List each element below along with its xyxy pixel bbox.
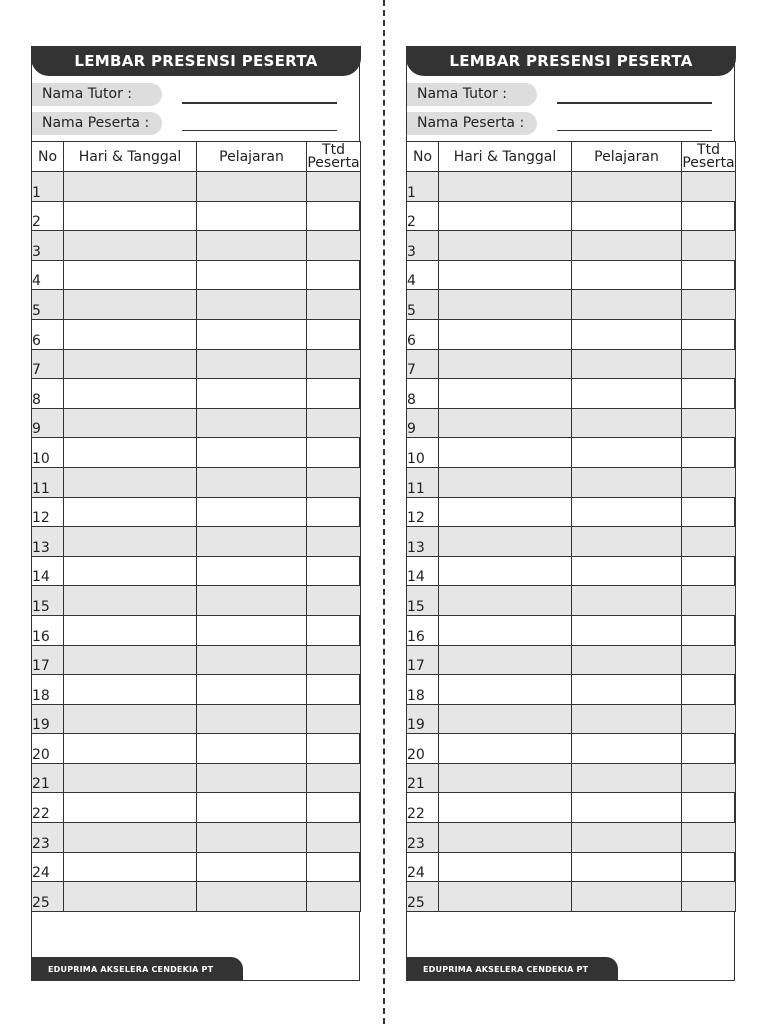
cut-line xyxy=(383,0,385,1024)
date-cell[interactable] xyxy=(439,319,572,349)
subject-cell[interactable] xyxy=(572,645,682,675)
table-row xyxy=(407,319,736,349)
table-row xyxy=(407,497,736,527)
table-row xyxy=(407,349,736,379)
signature-cell[interactable] xyxy=(307,852,361,882)
date-cell[interactable] xyxy=(439,467,572,497)
subject-cell[interactable] xyxy=(572,467,682,497)
date-cell[interactable] xyxy=(439,882,572,912)
signature-cell[interactable] xyxy=(682,290,736,320)
subject-cell[interactable] xyxy=(197,675,307,705)
subject-cell[interactable] xyxy=(197,497,307,527)
table-row xyxy=(407,408,736,438)
row-number: 1 xyxy=(407,172,439,202)
table-row xyxy=(32,290,361,320)
table-row xyxy=(32,586,361,616)
attendance-table xyxy=(406,141,736,912)
subject-cell[interactable] xyxy=(572,586,682,616)
date-cell[interactable] xyxy=(64,823,197,853)
date-cell[interactable] xyxy=(439,675,572,705)
table-row xyxy=(407,290,736,320)
participant-name-label: Nama Peserta : xyxy=(32,112,162,135)
signature-cell[interactable] xyxy=(682,172,736,202)
tutor-name-label: Nama Tutor : xyxy=(32,83,162,106)
row-number: 15 xyxy=(407,586,439,616)
signature-cell[interactable] xyxy=(682,438,736,468)
subject-cell[interactable] xyxy=(197,260,307,290)
row-number: 20 xyxy=(32,734,64,764)
row-number: 16 xyxy=(407,615,439,645)
signature-cell[interactable] xyxy=(682,882,736,912)
signature-cell[interactable] xyxy=(682,408,736,438)
subject-cell[interactable] xyxy=(197,467,307,497)
tutor-name-line[interactable] xyxy=(557,102,712,104)
subject-cell[interactable] xyxy=(197,793,307,823)
attendance-sheet-right xyxy=(406,46,735,981)
subject-cell[interactable] xyxy=(572,201,682,231)
subject-cell[interactable] xyxy=(572,556,682,586)
subject-cell[interactable] xyxy=(572,823,682,853)
row-number: 11 xyxy=(407,467,439,497)
row-number: 9 xyxy=(407,408,439,438)
signature-cell[interactable] xyxy=(307,882,361,912)
table-row xyxy=(32,734,361,764)
date-cell[interactable] xyxy=(64,408,197,438)
date-cell[interactable] xyxy=(439,231,572,261)
date-cell[interactable] xyxy=(64,467,197,497)
subject-cell[interactable] xyxy=(197,645,307,675)
date-cell[interactable] xyxy=(64,882,197,912)
row-number: 8 xyxy=(32,379,64,409)
col-date-header: Hari & Tanggal xyxy=(64,142,197,172)
table-row xyxy=(32,497,361,527)
table-row xyxy=(32,319,361,349)
signature-cell[interactable] xyxy=(307,319,361,349)
subject-cell[interactable] xyxy=(197,734,307,764)
table-row xyxy=(32,556,361,586)
table-row xyxy=(407,793,736,823)
table-row xyxy=(407,231,736,261)
table-row xyxy=(407,704,736,734)
row-number: 21 xyxy=(407,763,439,793)
subject-cell[interactable] xyxy=(197,290,307,320)
subject-cell[interactable] xyxy=(572,615,682,645)
signature-cell[interactable] xyxy=(307,349,361,379)
table-header xyxy=(32,142,361,172)
row-number: 22 xyxy=(407,793,439,823)
row-number: 4 xyxy=(32,260,64,290)
subject-cell[interactable] xyxy=(197,823,307,853)
signature-cell[interactable] xyxy=(682,201,736,231)
signature-cell[interactable] xyxy=(682,349,736,379)
table-row xyxy=(32,201,361,231)
table-row xyxy=(32,408,361,438)
date-cell[interactable] xyxy=(439,290,572,320)
signature-cell[interactable] xyxy=(682,260,736,290)
subject-cell[interactable] xyxy=(572,734,682,764)
date-cell[interactable] xyxy=(64,793,197,823)
subject-cell[interactable] xyxy=(197,615,307,645)
table-row xyxy=(407,438,736,468)
subject-cell[interactable] xyxy=(197,172,307,202)
date-cell[interactable] xyxy=(439,704,572,734)
signature-cell[interactable] xyxy=(682,527,736,557)
signature-cell[interactable] xyxy=(682,763,736,793)
table-row xyxy=(407,260,736,290)
date-cell[interactable] xyxy=(64,497,197,527)
date-cell[interactable] xyxy=(64,290,197,320)
table-row xyxy=(407,467,736,497)
signature-cell[interactable] xyxy=(307,290,361,320)
date-cell[interactable] xyxy=(439,438,572,468)
table-row xyxy=(32,763,361,793)
table-row xyxy=(32,645,361,675)
subject-cell[interactable] xyxy=(197,319,307,349)
row-number: 1 xyxy=(32,172,64,202)
table-header xyxy=(407,142,736,172)
row-number: 19 xyxy=(407,704,439,734)
row-number: 23 xyxy=(32,823,64,853)
col-subject-header: Pelajaran xyxy=(197,142,307,172)
row-number: 24 xyxy=(407,852,439,882)
date-cell[interactable] xyxy=(439,260,572,290)
signature-cell[interactable] xyxy=(682,675,736,705)
subject-cell[interactable] xyxy=(197,201,307,231)
date-cell[interactable] xyxy=(64,675,197,705)
signature-cell[interactable] xyxy=(682,556,736,586)
signature-cell[interactable] xyxy=(682,319,736,349)
row-number: 10 xyxy=(407,438,439,468)
participant-name-line[interactable] xyxy=(182,130,337,131)
tutor-name-label: Nama Tutor : xyxy=(407,83,537,106)
subject-cell[interactable] xyxy=(572,852,682,882)
row-number: 12 xyxy=(32,497,64,527)
col-signature-header: Ttd Peserta xyxy=(307,141,360,171)
row-number: 24 xyxy=(32,852,64,882)
date-cell[interactable] xyxy=(64,704,197,734)
signature-cell[interactable] xyxy=(307,675,361,705)
signature-cell[interactable] xyxy=(307,260,361,290)
date-cell[interactable] xyxy=(439,408,572,438)
date-cell[interactable] xyxy=(439,734,572,764)
signature-cell[interactable] xyxy=(307,438,361,468)
row-number: 6 xyxy=(407,319,439,349)
row-number: 5 xyxy=(407,290,439,320)
date-cell[interactable] xyxy=(64,438,197,468)
subject-cell[interactable] xyxy=(572,497,682,527)
signature-cell[interactable] xyxy=(307,172,361,202)
row-number: 5 xyxy=(32,290,64,320)
table-row xyxy=(407,763,736,793)
row-number: 2 xyxy=(32,201,64,231)
row-number: 2 xyxy=(407,201,439,231)
signature-cell[interactable] xyxy=(682,497,736,527)
table-row xyxy=(32,260,361,290)
subject-cell[interactable] xyxy=(572,290,682,320)
table-row xyxy=(407,201,736,231)
date-cell[interactable] xyxy=(64,852,197,882)
row-number: 18 xyxy=(407,675,439,705)
signature-cell[interactable] xyxy=(682,852,736,882)
col-no-header: No xyxy=(407,142,439,172)
subject-cell[interactable] xyxy=(572,675,682,705)
table-row xyxy=(32,467,361,497)
date-cell[interactable] xyxy=(64,172,197,202)
date-cell[interactable] xyxy=(439,763,572,793)
date-cell[interactable] xyxy=(64,615,197,645)
subject-cell[interactable] xyxy=(572,408,682,438)
signature-cell[interactable] xyxy=(682,379,736,409)
date-cell[interactable] xyxy=(64,556,197,586)
col-signature-header: Ttd Peserta xyxy=(682,141,735,171)
date-cell[interactable] xyxy=(439,556,572,586)
row-number: 20 xyxy=(407,734,439,764)
table-row xyxy=(407,379,736,409)
signature-cell[interactable] xyxy=(682,467,736,497)
table-row xyxy=(407,586,736,616)
attendance-table xyxy=(31,141,361,912)
table-row xyxy=(32,349,361,379)
table-row xyxy=(32,675,361,705)
date-cell[interactable] xyxy=(64,586,197,616)
table-row xyxy=(32,379,361,409)
table-row xyxy=(407,882,736,912)
subject-cell[interactable] xyxy=(572,793,682,823)
subject-cell[interactable] xyxy=(572,527,682,557)
date-cell[interactable] xyxy=(439,645,572,675)
signature-cell[interactable] xyxy=(307,645,361,675)
signature-cell[interactable] xyxy=(307,734,361,764)
subject-cell[interactable] xyxy=(572,379,682,409)
table-row xyxy=(407,527,736,557)
signature-cell[interactable] xyxy=(682,793,736,823)
signature-cell[interactable] xyxy=(307,527,361,557)
subject-cell[interactable] xyxy=(572,438,682,468)
subject-cell[interactable] xyxy=(197,349,307,379)
signature-cell[interactable] xyxy=(307,793,361,823)
signature-cell[interactable] xyxy=(307,497,361,527)
row-number: 25 xyxy=(32,882,64,912)
col-date-header: Hari & Tanggal xyxy=(439,142,572,172)
subject-cell[interactable] xyxy=(197,379,307,409)
date-cell[interactable] xyxy=(439,201,572,231)
signature-cell[interactable] xyxy=(307,408,361,438)
table-row xyxy=(32,793,361,823)
subject-cell[interactable] xyxy=(197,231,307,261)
row-number: 4 xyxy=(407,260,439,290)
col-subject-header: Pelajaran xyxy=(572,142,682,172)
date-cell[interactable] xyxy=(64,349,197,379)
table-row xyxy=(32,527,361,557)
subject-cell[interactable] xyxy=(197,852,307,882)
signature-cell[interactable] xyxy=(307,201,361,231)
row-number: 12 xyxy=(407,497,439,527)
table-row xyxy=(32,852,361,882)
table-row xyxy=(32,438,361,468)
subject-cell[interactable] xyxy=(197,408,307,438)
date-cell[interactable] xyxy=(64,260,197,290)
subject-cell[interactable] xyxy=(572,349,682,379)
row-number: 18 xyxy=(32,675,64,705)
signature-cell[interactable] xyxy=(682,231,736,261)
table-row xyxy=(32,704,361,734)
row-number: 10 xyxy=(32,438,64,468)
sheet-title: LEMBAR PRESENSI PESERTA xyxy=(406,46,736,76)
signature-cell[interactable] xyxy=(682,734,736,764)
signature-cell[interactable] xyxy=(307,763,361,793)
date-cell[interactable] xyxy=(64,645,197,675)
table-row xyxy=(407,645,736,675)
signature-cell[interactable] xyxy=(682,615,736,645)
row-number: 17 xyxy=(407,645,439,675)
signature-cell[interactable] xyxy=(682,586,736,616)
subject-cell[interactable] xyxy=(197,704,307,734)
date-cell[interactable] xyxy=(439,527,572,557)
date-cell[interactable] xyxy=(439,349,572,379)
date-cell[interactable] xyxy=(439,823,572,853)
date-cell[interactable] xyxy=(439,793,572,823)
row-number: 15 xyxy=(32,586,64,616)
subject-cell[interactable] xyxy=(572,319,682,349)
signature-cell[interactable] xyxy=(307,615,361,645)
signature-cell[interactable] xyxy=(682,823,736,853)
table-row xyxy=(407,823,736,853)
table-row xyxy=(407,734,736,764)
row-number: 22 xyxy=(32,793,64,823)
date-cell[interactable] xyxy=(439,172,572,202)
row-number: 23 xyxy=(407,823,439,853)
date-cell[interactable] xyxy=(439,852,572,882)
table-row xyxy=(32,823,361,853)
signature-cell[interactable] xyxy=(682,645,736,675)
subject-cell[interactable] xyxy=(572,704,682,734)
participant-name-label: Nama Peserta : xyxy=(407,112,537,135)
table-row xyxy=(407,675,736,705)
row-number: 9 xyxy=(32,408,64,438)
subject-cell[interactable] xyxy=(197,763,307,793)
signature-cell[interactable] xyxy=(307,586,361,616)
signature-cell[interactable] xyxy=(307,379,361,409)
table-row xyxy=(32,615,361,645)
subject-cell[interactable] xyxy=(572,882,682,912)
signature-cell[interactable] xyxy=(307,823,361,853)
table-row xyxy=(407,172,736,202)
signature-cell[interactable] xyxy=(307,467,361,497)
row-number: 7 xyxy=(32,349,64,379)
tutor-name-line[interactable] xyxy=(182,102,337,104)
col-no-header: No xyxy=(32,142,64,172)
row-number: 8 xyxy=(407,379,439,409)
subject-cell[interactable] xyxy=(197,882,307,912)
signature-cell[interactable] xyxy=(307,704,361,734)
table-row xyxy=(407,852,736,882)
date-cell[interactable] xyxy=(439,379,572,409)
table-row xyxy=(32,231,361,261)
date-cell[interactable] xyxy=(64,734,197,764)
table-row xyxy=(32,882,361,912)
signature-cell[interactable] xyxy=(682,704,736,734)
date-cell[interactable] xyxy=(439,497,572,527)
row-number: 14 xyxy=(32,556,64,586)
row-number: 11 xyxy=(32,467,64,497)
date-cell[interactable] xyxy=(64,201,197,231)
row-number: 21 xyxy=(32,763,64,793)
date-cell[interactable] xyxy=(439,615,572,645)
date-cell[interactable] xyxy=(64,231,197,261)
date-cell[interactable] xyxy=(439,586,572,616)
row-number: 14 xyxy=(407,556,439,586)
sheet-title: LEMBAR PRESENSI PESERTA xyxy=(31,46,361,76)
subject-cell[interactable] xyxy=(572,231,682,261)
table-row xyxy=(407,556,736,586)
participant-name-line[interactable] xyxy=(557,130,712,131)
signature-cell[interactable] xyxy=(307,231,361,261)
row-number: 19 xyxy=(32,704,64,734)
subject-cell[interactable] xyxy=(572,172,682,202)
row-number: 25 xyxy=(407,882,439,912)
table-row xyxy=(32,172,361,202)
row-number: 3 xyxy=(407,231,439,261)
date-cell[interactable] xyxy=(64,527,197,557)
date-cell[interactable] xyxy=(64,763,197,793)
attendance-sheet-left xyxy=(31,46,360,981)
subject-cell[interactable] xyxy=(197,556,307,586)
subject-cell[interactable] xyxy=(572,260,682,290)
subject-cell[interactable] xyxy=(197,438,307,468)
company-footer: EDUPRIMA AKSELERA CENDEKIA PT xyxy=(406,957,618,981)
signature-cell[interactable] xyxy=(307,556,361,586)
row-number: 16 xyxy=(32,615,64,645)
row-number: 6 xyxy=(32,319,64,349)
subject-cell[interactable] xyxy=(197,527,307,557)
row-number: 3 xyxy=(32,231,64,261)
date-cell[interactable] xyxy=(64,379,197,409)
subject-cell[interactable] xyxy=(197,586,307,616)
date-cell[interactable] xyxy=(64,319,197,349)
table-row xyxy=(407,615,736,645)
subject-cell[interactable] xyxy=(572,763,682,793)
row-number: 13 xyxy=(32,527,64,557)
row-number: 17 xyxy=(32,645,64,675)
row-number: 7 xyxy=(407,349,439,379)
row-number: 13 xyxy=(407,527,439,557)
company-footer: EDUPRIMA AKSELERA CENDEKIA PT xyxy=(31,957,243,981)
